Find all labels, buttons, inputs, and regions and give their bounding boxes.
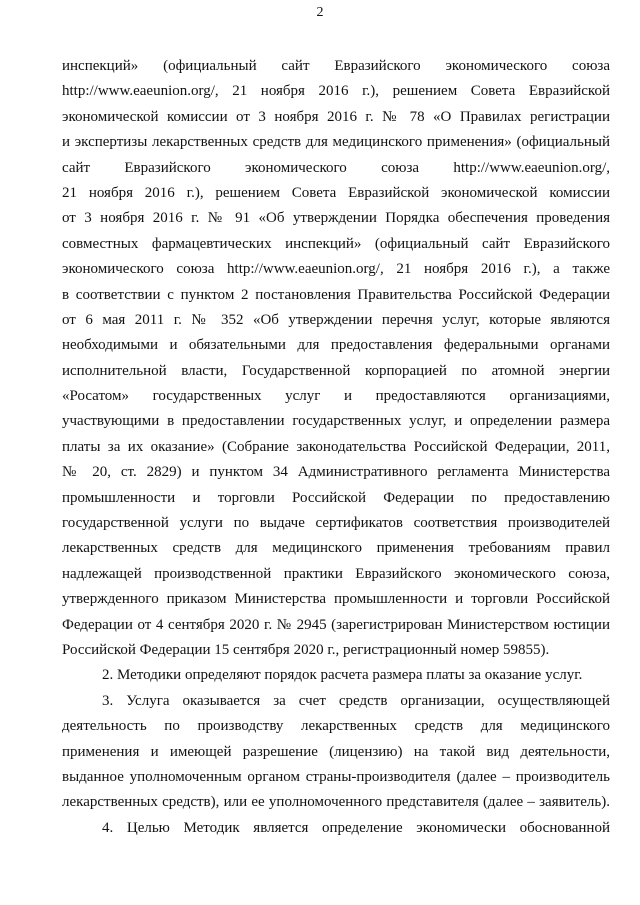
text-line: лекарственных средств), или ее уполномоченного представителя (далее – заявитель). xyxy=(62,794,610,811)
text-line: применения и имеющей разрешение (лицензию) на такой вид деятельности, xyxy=(62,743,610,760)
text-line: участвующими в предоставлении государственных услуг, и определении размера xyxy=(62,413,610,430)
page-number: 2 xyxy=(316,5,324,20)
text-line: экономического союза http://www.eaeunion.org/, 21 ноября 2016 г.), а также xyxy=(62,261,610,278)
text-line: от 3 ноября 2016 г. № 91 «Об утверждении Порядка обеспечения проведения xyxy=(62,210,610,227)
text-line: необходимыми и обязательными для предоставления федеральными органами xyxy=(62,337,610,354)
text-line: и экспертизы лекарственных средств для медицинского применения» (официальный xyxy=(62,134,610,151)
text-line: выданное уполномоченным органом страны-производителя (далее – производитель xyxy=(62,768,610,785)
text-line: 21 ноября 2016 г.), решением Совета Евразийской экономической комиссии xyxy=(62,184,610,201)
paragraph-4-line: 4. Целью Методик является определение экономически обоснованной xyxy=(102,819,610,836)
text-line: совместных фармацевтических инспекций» (официальный сайт Евразийского xyxy=(62,235,610,252)
paragraph-3-line: 3. Услуга оказывается за счет средств организации, осуществляющей xyxy=(102,692,610,709)
text-line: экономической комиссии от 3 ноября 2016 г. № 78 «О Правилах регистрации xyxy=(62,108,610,125)
text-line: Федерации от 4 сентября 2020 г. № 2945 (зарегистрирован Министерством юстиции xyxy=(62,616,610,633)
text-line: лекарственных средств для медицинского применения требованиям правил xyxy=(62,540,610,557)
paragraph-end-line: Российской Федерации 15 сентября 2020 г., регистрационный номер 59855). xyxy=(62,641,550,658)
text-line: инспекций» (официальный сайт Евразийского экономического союза xyxy=(62,58,610,74)
text-line: платы за их оказание» (Собрание законодательства Российской Федерации, 2011, xyxy=(62,438,610,455)
text-line: надлежащей производственной практики Евразийского экономического союза, xyxy=(62,565,610,582)
text-line: деятельность по производству лекарственных средств для медицинского xyxy=(62,718,610,735)
document-body xyxy=(62,54,610,841)
text-line: № 20, ст. 2829) и пунктом 34 Административного регламента Министерства xyxy=(62,464,610,481)
text-line: http://www.eaeunion.org/, 21 ноября 2016 г.), решением Совета Евразийской xyxy=(62,83,610,100)
text-line: государственной услуги по выдаче сертификатов соответствия производителей xyxy=(62,515,610,532)
text-line: исполнительной власти, Государственной корпорацией по атомной энергии xyxy=(62,362,610,379)
text-line: в соответствии с пунктом 2 постановления Правительства Российской Федерации xyxy=(62,286,610,303)
text-line: от 6 мая 2011 г. № 352 «Об утверждении перечня услуг, которые являются xyxy=(62,311,610,328)
text-line: сайт Евразийского экономического союза http://www.eaeunion.org/, xyxy=(62,159,610,176)
paragraph-2-line: 2. Методики определяют порядок расчета размера платы за оказание услуг. xyxy=(102,667,583,684)
text-line: утвержденного приказом Министерства промышленности и торговли Российской xyxy=(62,591,610,608)
text-line: промышленности и торговли Российской Федерации по предоставлению xyxy=(62,489,610,506)
text-line: «Росатом» государственных услуг и предоставляются организациями, xyxy=(62,388,610,405)
